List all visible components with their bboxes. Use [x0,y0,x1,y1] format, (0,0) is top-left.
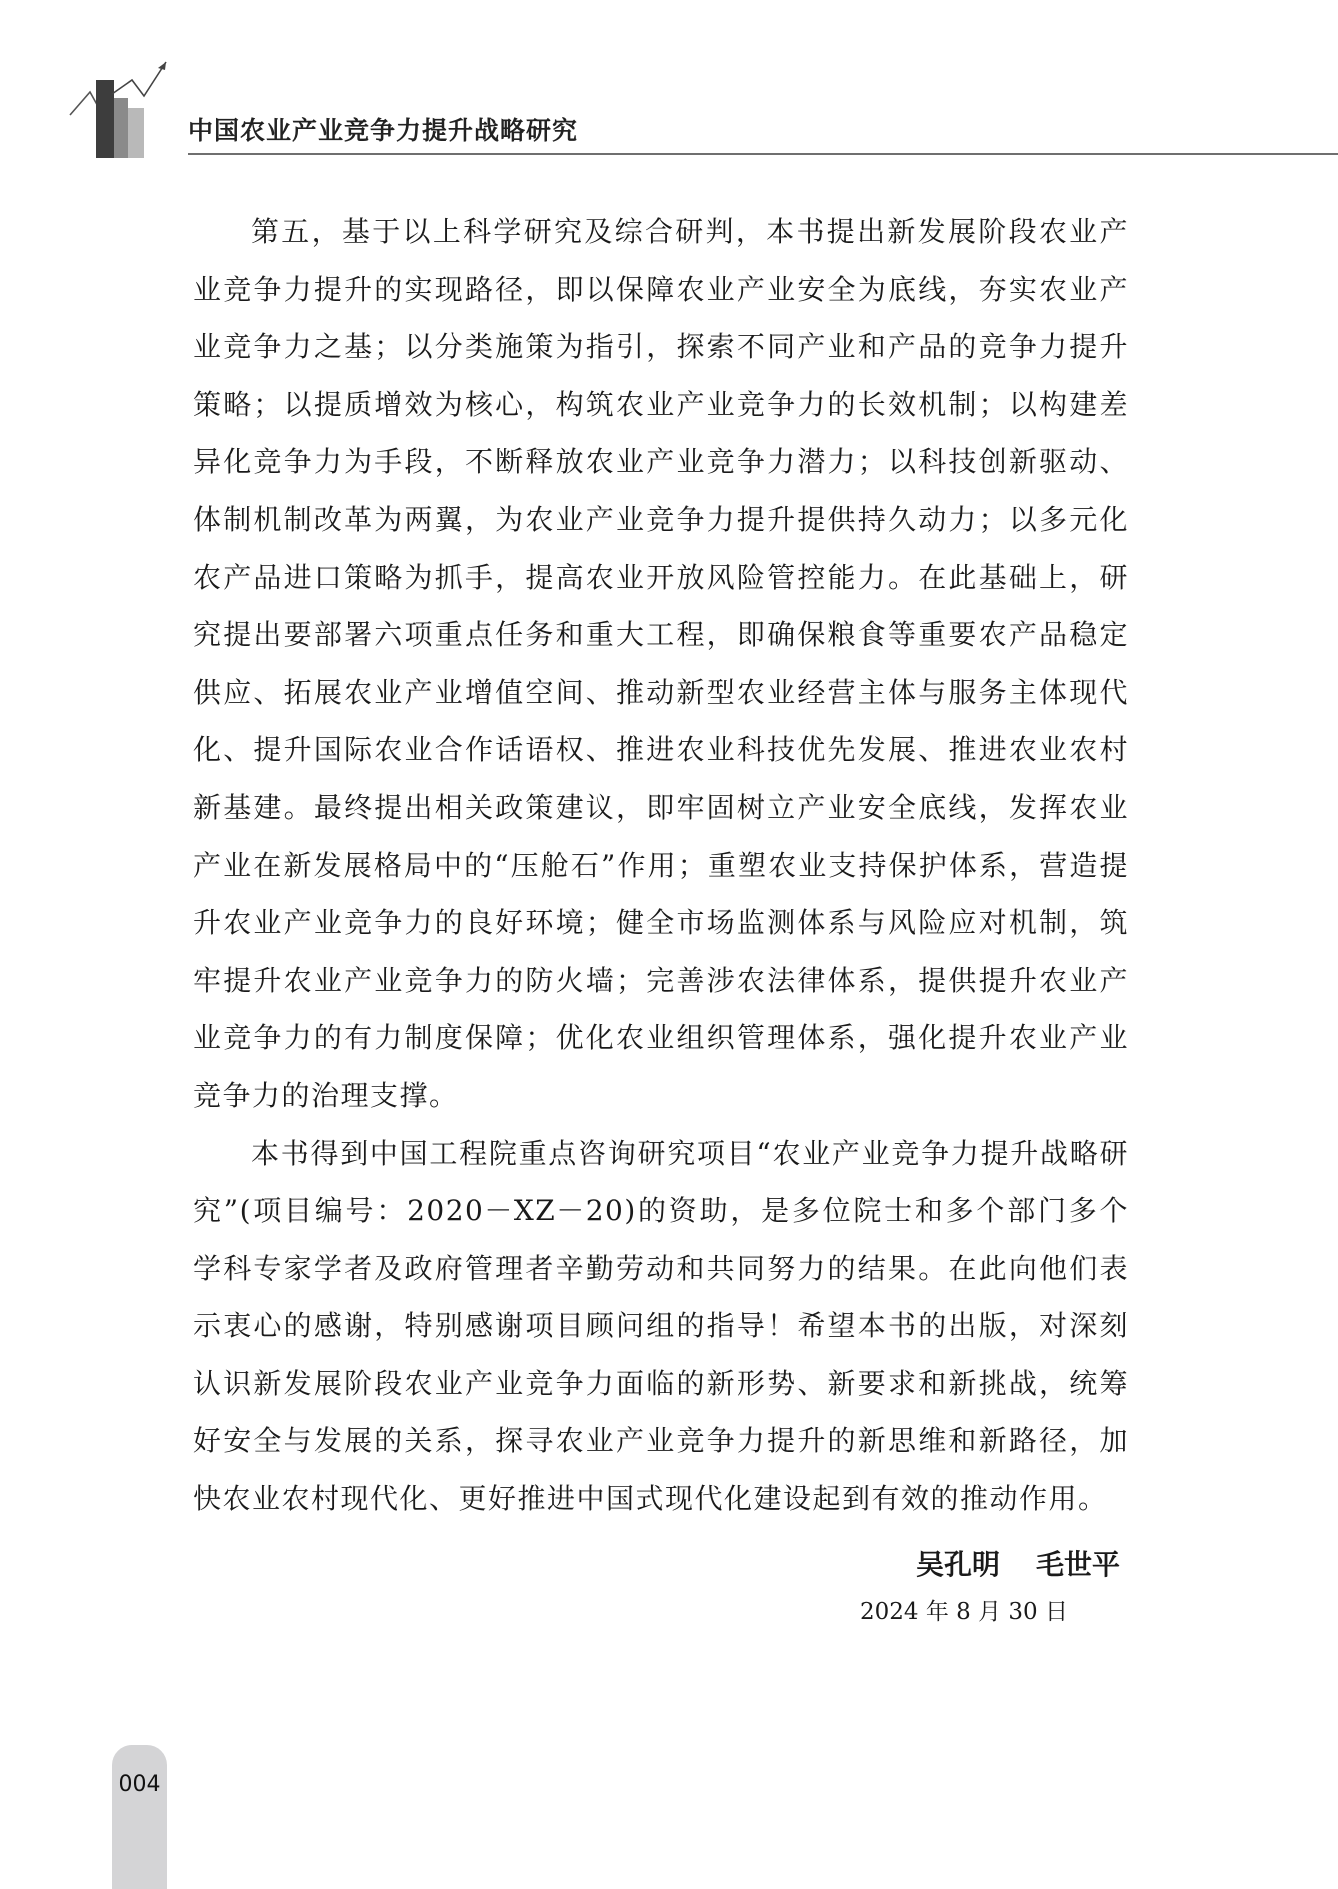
page-number-tab [112,1745,167,1889]
header-logo-icon [68,60,188,158]
running-header-title: 中国农业产业竞争力提升战略研究 [188,116,579,145]
paragraph-acknowledgement: 本书得到中国工程院重点咨询研究项目“农业产业竞争力提升战略研究”(项目编号：2020－XZ－20)的资助，是多位院士和多个部门多个学科专家学者及政府管理者辛勤劳动和共同努力的结果。在此向他们表示衷心的感谢，特别感谢项目顾问组的指导！希望本书的出版，对深刻认识新发展阶段农业产业竞争力面临的新形势、新要求和新挑战，统筹好安全与发展的关系，探寻农业产业竞争力提升的新思维和新路径，加快农业农村现代化、更好推进中国式现代化建设起到有效的推动作用。 [193,1136,1129,1516]
signature-date: 2024 年 8 月 30 日 [860,1599,1068,1625]
header-rule [188,153,1338,155]
body-text [193,203,1129,1528]
signature-authors [860,1545,1120,1585]
paragraph-fifth-point: 第五，基于以上科学研究及综合研判，本书提出新发展阶段农业产业竞争力提升的实现路径，即以保障农业产业安全为底线，夯实农业产业竞争力之基；以分类施策为指引，探索不同产业和产品的竞争力提升策略；以提质增效为核心，构筑农业产业竞争力的长效机制；以构建差异化竞争力为手段，不断释放农业产业竞争力潜力；以科技创新驱动、体制机制改革为两翼，为农业产业竞争力提升提供持久动力；以多元化农产品进口策略为抓手，提高农业开放风险管控能力。在此基础上，研究提出要部署六项重点任务和重大工程，即确保粮食等重要农产品稳定供应、拓展农业产业增值空间、推动新型农业经营主体与服务主体现代化、提升国际农业合作话语权、推进农业科技优先发展、推进农业农村新基建。最终提出相关政策建议，即牢固树立产业安全底线，发挥农业产业在新发展格局中的“压舱石”作用；重塑农业支持保护体系，营造提升农业产业竞争力的良好环境；健全市场监测体系与风险应对机制，筑牢提升农业产业竞争力的防火墙；完善涉农法律体系，提供提升农业产业竞争力的有力制度保障；优化农业组织管理体系，强化提升农业产业竞争力的治理支撑。 [193,215,1129,1112]
author-name: 吴孔明 [915,1548,1000,1581]
page-number: 004 [118,1772,161,1797]
author-name: 毛世平 [1035,1548,1120,1581]
